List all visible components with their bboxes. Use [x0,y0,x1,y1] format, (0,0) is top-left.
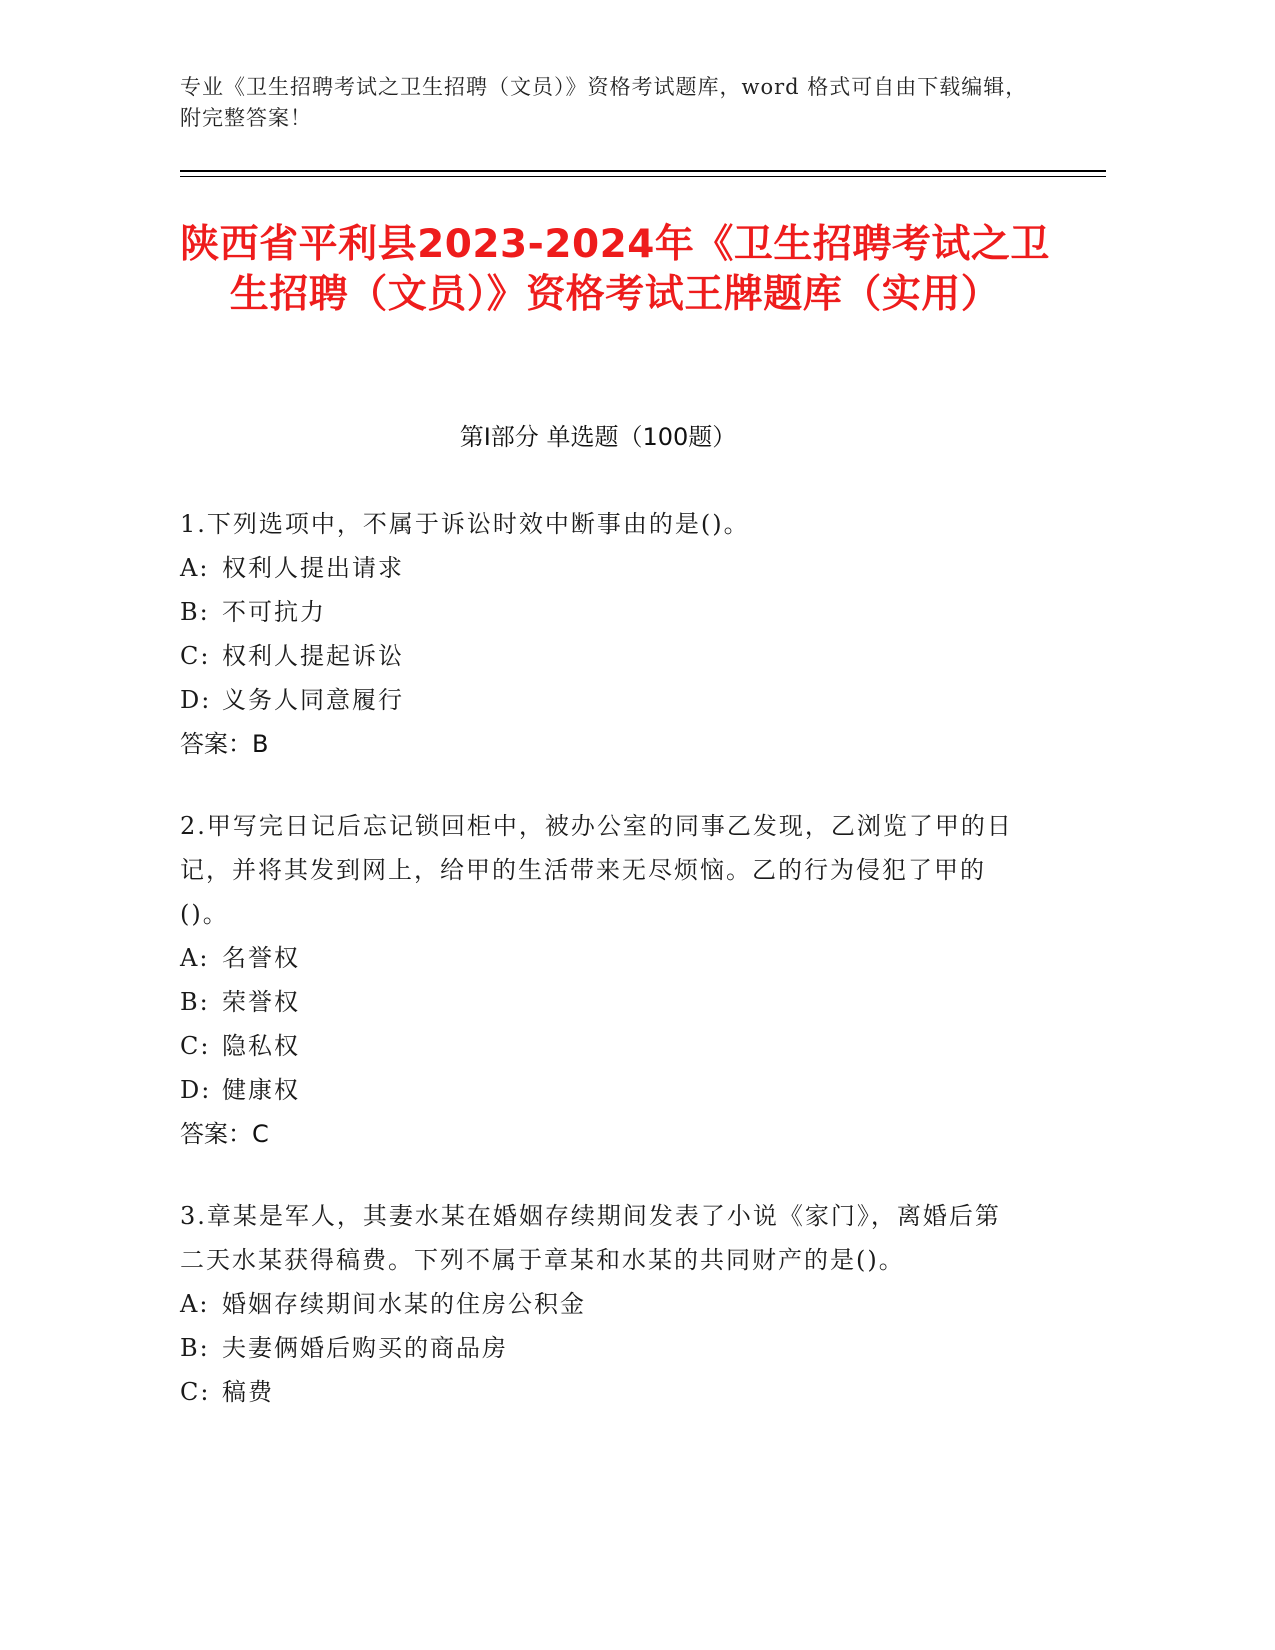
option-text: 夫妻俩婚后购买的商品房 [222,1334,508,1362]
option-d [180,1068,1020,1112]
question-2 [180,804,1020,1156]
option-key: C: [180,1378,211,1406]
option-a [180,936,1020,980]
header-divider-thin [180,176,1106,177]
option-key: D: [180,686,212,714]
option-text: 名誉权 [222,944,300,972]
document-title: 陕西省平利县2023-2024年《卫生招聘考试之卫生招聘（文员）》资格考试王牌题库（实用） [180,222,1050,317]
option-key: C: [180,1032,211,1060]
option-text: 不可抗力 [222,598,326,626]
section-title: 第Ⅰ部分 单选题（100题） [459,423,737,451]
option-a [180,1282,1020,1326]
question-3 [180,1194,1020,1414]
option-key: D: [180,1076,212,1104]
option-c [180,1370,1020,1414]
question-stem: 2.甲写完日记后忘记锁回柜中，被办公室的同事乙发现，乙浏览了甲的日记，并将其发到网上，给甲的生活带来无尽烦恼。乙的行为侵犯了甲的()。 [180,812,1013,928]
option-c [180,1024,1020,1068]
option-text: 权利人提起诉讼 [222,642,404,670]
option-text: 义务人同意履行 [222,686,404,714]
question-stem: 1.下列选项中，不属于诉讼时效中断事由的是()。 [180,510,750,538]
option-key: A: [180,1290,210,1318]
option-b [180,1326,1020,1370]
header-note: 专业《卫生招聘考试之卫生招聘（文员）》资格考试题库，word 格式可自由下载编辑，附完整答案！ [180,75,1028,130]
option-text: 权利人提出请求 [222,554,404,582]
option-b [180,980,1020,1024]
option-key: C: [180,642,211,670]
option-text: 健康权 [222,1076,300,1104]
option-a [180,546,1020,590]
option-b [180,590,1020,634]
option-c [180,634,1020,678]
option-text: 隐私权 [222,1032,300,1060]
option-text: 稿费 [222,1378,274,1406]
header-divider-thick [180,170,1106,172]
question-list [180,502,1020,1452]
option-text: 婚姻存续期间水某的住房公积金 [222,1290,586,1318]
answer-line: 答案：B [180,730,269,758]
answer-line: 答案：C [180,1120,269,1148]
question-stem: 3.章某是军人，其妻水某在婚姻存续期间发表了小说《家门》，离婚后第二天水某获得稿费。下列不属于章某和水某的共同财产的是()。 [180,1202,1001,1274]
option-key: B: [180,1334,210,1362]
option-key: A: [180,944,210,972]
option-text: 荣誉权 [222,988,300,1016]
option-key: B: [180,598,210,626]
option-key: B: [180,988,210,1016]
option-d [180,678,1020,722]
question-1 [180,502,1020,766]
option-key: A: [180,554,210,582]
